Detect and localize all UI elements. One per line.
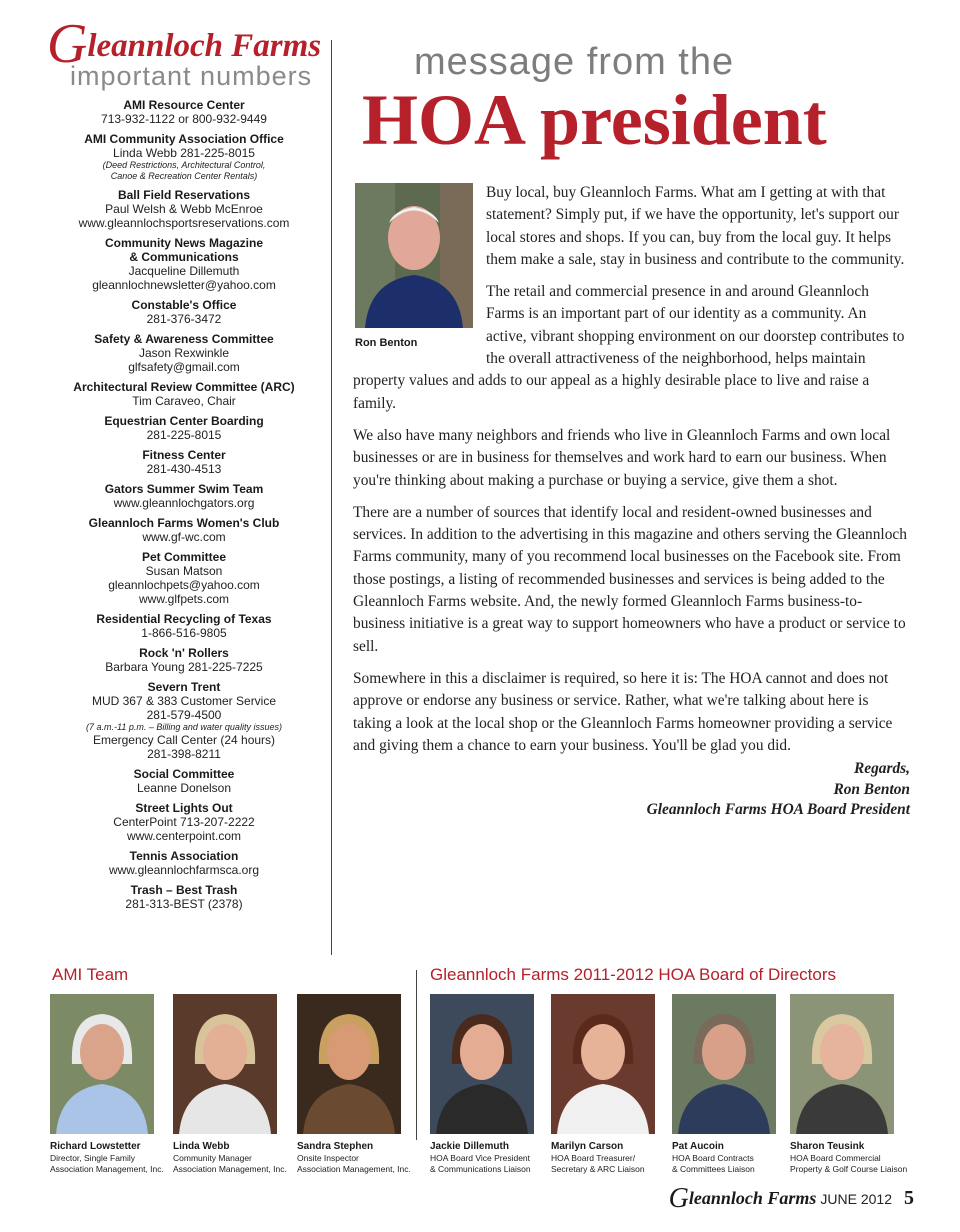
contact-line: Emergency Call Center (24 hours) xyxy=(92,733,276,747)
member-name: Jackie Dillemuth xyxy=(430,1141,509,1152)
contact-line: Leanne Donelson xyxy=(136,781,232,795)
member-photo xyxy=(50,994,154,1134)
article-body xyxy=(353,182,910,821)
contact-title: Safety & Awareness Committee xyxy=(94,332,274,346)
contact-title: Rock 'n' Rollers xyxy=(139,646,229,660)
contact-entry xyxy=(40,298,328,326)
footer-issue: JUNE 2012 xyxy=(820,1191,892,1207)
contact-title: Tennis Association xyxy=(129,849,239,863)
contact-title: Street Lights Out xyxy=(135,801,233,815)
contact-title: Community News Magazine & Communications xyxy=(104,236,264,264)
team-member xyxy=(672,994,788,1175)
contact-line: gleannlochpets@yahoo.com xyxy=(108,578,260,592)
contact-title: Pet Committee xyxy=(141,550,227,564)
contact-entry xyxy=(40,680,328,761)
member-name: Pat Aucoin xyxy=(672,1141,724,1152)
contact-line: CenterPoint 713-207-2222 xyxy=(113,815,255,829)
team-member xyxy=(790,994,906,1175)
contact-entry xyxy=(40,380,328,408)
contact-line: 281-430-4513 xyxy=(146,462,222,476)
contact-line: 281-313-BEST (2378) xyxy=(125,897,243,911)
contact-title: Ball Field Reservations xyxy=(117,188,251,202)
contact-line: 281-579-4500 xyxy=(146,708,222,722)
column-divider xyxy=(331,40,332,955)
contact-title: AMI Community Association Office xyxy=(84,132,284,146)
contact-line: www.gleannlochsportsreservations.com xyxy=(78,216,290,230)
contact-line: MUD 367 & 383 Customer Service xyxy=(91,694,277,708)
member-role: & Communications Liaison xyxy=(430,1164,531,1174)
team-member xyxy=(297,994,413,1175)
contact-line: Barbara Young 281-225-7225 xyxy=(105,660,263,674)
member-role: HOA Board Vice President xyxy=(430,1153,531,1163)
contact-line: Jacqueline Dillemuth xyxy=(128,264,240,278)
member-photo xyxy=(790,994,894,1134)
member-role: HOA Board Contracts xyxy=(672,1153,754,1163)
contact-note: Canoe & Recreation Center Rentals) xyxy=(110,171,258,181)
signoff-title: Gleannloch Farms HOA Board President xyxy=(646,801,910,819)
member-role: HOA Board Commercial xyxy=(790,1153,881,1163)
contact-entry xyxy=(40,188,328,230)
member-photo xyxy=(297,994,401,1134)
contact-line: 713-932-1122 or 800-932-9449 xyxy=(101,112,267,126)
member-role: Association Management, Inc. xyxy=(173,1164,287,1174)
president-caption: Ron Benton xyxy=(355,337,418,349)
contact-title: Trash – Best Trash xyxy=(130,883,238,897)
contact-entry xyxy=(40,550,328,606)
contact-entry xyxy=(40,801,328,843)
contact-title: Social Committee xyxy=(133,767,235,781)
contact-line: www.gf-wc.com xyxy=(142,530,226,544)
contact-line: www.centerpoint.com xyxy=(126,829,242,843)
contact-entry xyxy=(40,612,328,640)
contact-entry xyxy=(40,849,328,877)
signoff xyxy=(353,759,910,821)
article-paragraph: There are a number of sources that identify local and resident-owned businesses and services. In addition to the advertising in this magazine and others serving the Gleannloch Farms community, many of you recommend local businesses on the Facebook site. From those postings, a listing of recommended businesses and services is being added to the Gleannloch Farms website. And, the newly formed Gleannloch Farms business-to-business initiative is a great way to support homeowners who have a product or service to sell. xyxy=(353,503,907,655)
contact-title: Residential Recycling of Texas xyxy=(96,612,272,626)
contact-title: Architectural Review Committee (ARC) xyxy=(73,380,295,394)
member-role: Director, Single Family xyxy=(50,1153,136,1163)
contact-entry xyxy=(40,482,328,510)
member-role: Association Management, Inc. xyxy=(297,1164,411,1174)
contact-line: Susan Matson xyxy=(145,564,223,578)
team-divider xyxy=(416,970,417,1140)
contact-title: Fitness Center xyxy=(142,448,226,462)
contact-title: Equestrian Center Boarding xyxy=(104,414,264,428)
member-name: Linda Webb xyxy=(173,1141,230,1152)
contact-entry xyxy=(40,883,328,911)
contact-list xyxy=(40,98,328,911)
contact-note: (Deed Restrictions, Architectural Control, xyxy=(102,160,266,170)
member-role: Onsite Inspector xyxy=(297,1153,359,1163)
photo-spacer xyxy=(353,182,486,360)
signoff-regards: Regards, xyxy=(853,760,910,778)
contact-line: Linda Webb 281-225-8015 xyxy=(113,146,255,160)
team-member xyxy=(551,994,667,1175)
member-photo xyxy=(173,994,277,1134)
signoff-name: Ron Benton xyxy=(833,780,910,798)
sidebar-subtitle: important numbers xyxy=(70,61,313,91)
member-name: Richard Lowstetter xyxy=(50,1141,141,1152)
member-photo xyxy=(430,994,534,1134)
contact-note: (7 a.m.-11 p.m. – Billing and water quality issues) xyxy=(86,722,282,732)
page-title: HOA president xyxy=(362,80,827,160)
contact-entry xyxy=(40,646,328,674)
important-numbers-sidebar xyxy=(40,13,328,917)
footer-brand: Gleannloch Farms xyxy=(668,1183,817,1214)
board-title: Gleannloch Farms 2011-2012 HOA Board of Directors xyxy=(430,965,836,984)
article-paragraph: Buy local, buy Gleannloch Farms. What am I getting at with that statement? Simply put, if we have the opportunity, let's support our local stores and shops. If you can, buy from the local guy. It helps them make a sale, stay in business and contribute to the community. xyxy=(486,184,905,268)
contact-line: Jason Rexwinkle xyxy=(138,346,230,360)
article-paragraph: Somewhere in this a disclaimer is required, so here it is: The HOA cannot and does not approve or endorse any business or service. Rather, what we're talking about here is taking a look at the local shop or the Gleannloch Farms homeowner providing a service and giving them a chance to earn your business. You'll be glad you did. xyxy=(353,669,893,754)
header-line1: message from the xyxy=(414,41,735,83)
contact-line: 281-376-3472 xyxy=(146,312,222,326)
ami-team-title: AMI Team xyxy=(52,965,129,984)
contact-title: Gators Summer Swim Team xyxy=(104,482,264,496)
team-member xyxy=(173,994,289,1175)
article-paragraph: The retail and commercial presence in and around Gleannloch Farms is an important part of our identity as a community. An active, vibrant shopping environment on our doorstep contributes to the overall attractiveness of the neighborhood, helps maintain property values and adds to our appeal as a highly desirable place to live and raise a family. xyxy=(353,283,905,412)
member-role: & Committees Liaison xyxy=(672,1164,755,1174)
article-paragraph: We also have many neighbors and friends who live in Gleannloch Farms and own local businesses or are in business for themselves and work hard to earn our business. When you're thinking about making a purchase or buying a service, give them a shot. xyxy=(353,426,891,489)
brand-logo: Gleannloch Farms xyxy=(46,13,322,75)
contact-line: www.gleannlochfarmsca.org xyxy=(108,863,260,877)
brand-text: leannloch Farms xyxy=(87,28,322,64)
contact-title: Constable's Office xyxy=(131,298,237,312)
contact-entry xyxy=(40,236,328,292)
contact-line: 1-866-516-9805 xyxy=(141,626,227,640)
contact-entry xyxy=(40,448,328,476)
contact-line: Paul Welsh & Webb McEnroe xyxy=(105,202,263,216)
page-number: 5 xyxy=(904,1187,914,1209)
member-name: Sandra Stephen xyxy=(297,1141,374,1152)
member-role: HOA Board Treasurer/ xyxy=(551,1153,636,1163)
contact-entry xyxy=(40,98,328,126)
footer-brand-text: leannloch Farms xyxy=(688,1188,817,1208)
contact-line: www.gleannlochgators.org xyxy=(113,496,255,510)
member-name: Sharon Teusink xyxy=(790,1141,865,1152)
member-role: Property & Golf Course Liaison xyxy=(790,1164,908,1174)
contact-line: gleannlochnewsletter@yahoo.com xyxy=(92,278,276,292)
contact-entry xyxy=(40,132,328,182)
contact-title: Severn Trent xyxy=(147,680,221,694)
contact-entry xyxy=(40,414,328,442)
contact-line: 281-225-8015 xyxy=(146,428,222,442)
team-member xyxy=(430,994,546,1175)
contact-line: www.glfpets.com xyxy=(138,592,230,606)
team-member xyxy=(50,994,166,1175)
member-photo xyxy=(672,994,776,1134)
member-role: Secretary & ARC Liaison xyxy=(551,1164,645,1174)
contact-title: AMI Resource Center xyxy=(123,98,245,112)
contact-line: Tim Caraveo, Chair xyxy=(132,394,236,408)
contact-line: glfsafety@gmail.com xyxy=(128,360,240,374)
contact-entry xyxy=(40,516,328,544)
member-name: Marilyn Carson xyxy=(551,1141,624,1152)
contact-line: 281-398-8211 xyxy=(147,747,221,761)
member-photo xyxy=(551,994,655,1134)
contact-entry xyxy=(40,767,328,795)
member-role: Association Management, Inc. xyxy=(50,1164,164,1174)
contact-title: Gleannloch Farms Women's Club xyxy=(88,516,280,530)
page-footer xyxy=(669,1183,914,1215)
contact-entry xyxy=(40,332,328,374)
member-role: Community Manager xyxy=(173,1153,252,1163)
